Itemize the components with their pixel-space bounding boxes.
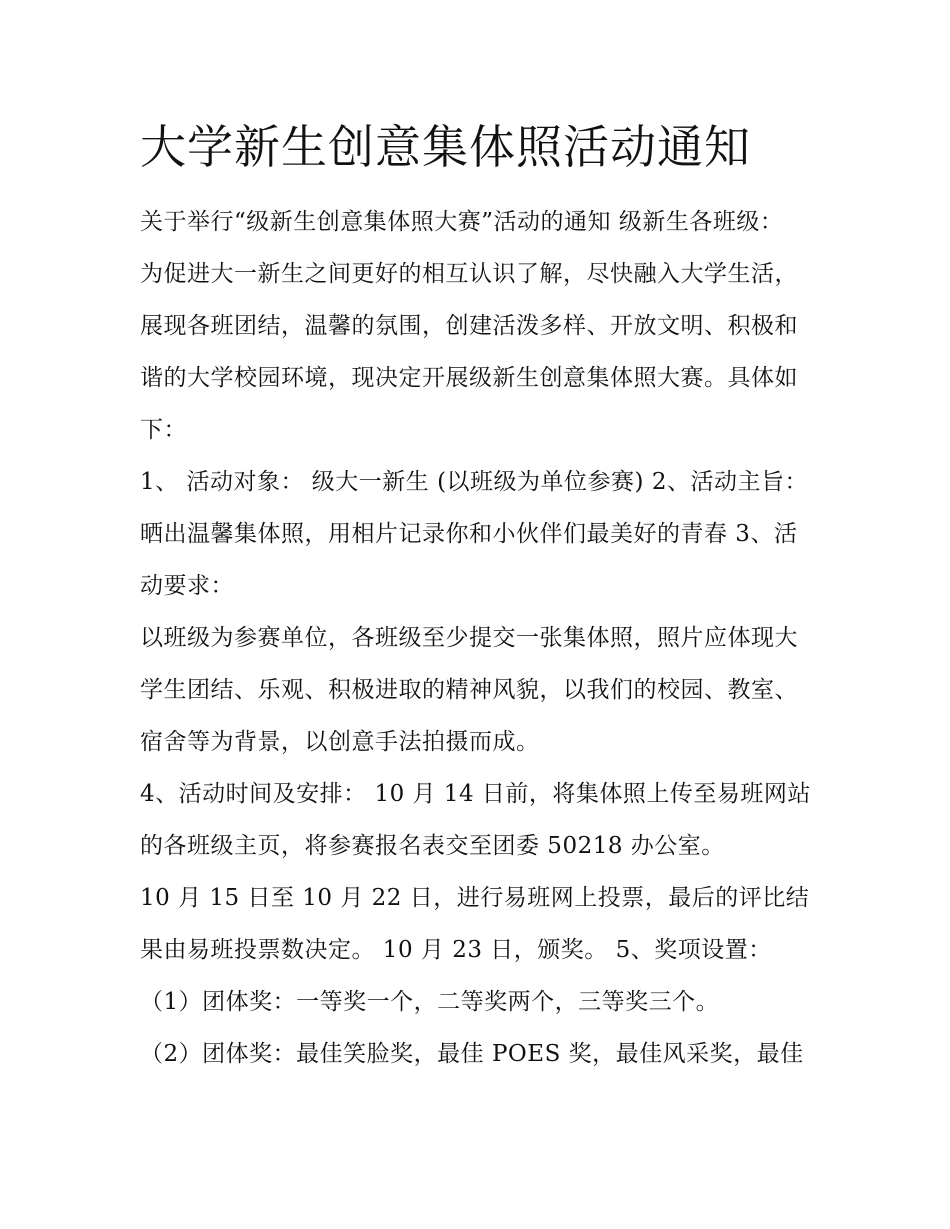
document-title: 大学新生创意集体照活动通知 xyxy=(140,120,751,174)
purpose-paragraph: 为促进大一新生之间更好的相互认识了解，尽快融入大学生活，展现各班团结，温馨的氛围，创建活泼多样、开放文明、积极和谐的大学校园环境，现决定开展级新生创意集体照大赛。具体如下： xyxy=(140,261,798,443)
voting-paragraph: 10 月 15 日至 10 月 22 日，进行易班网上投票，最后的评比结果由易班投票数决定。 10 月 23 日，颁奖。 5、奖项设置： xyxy=(140,885,810,963)
award-item-1: （1）团体奖：一等奖一个，二等奖两个，三等奖三个。 xyxy=(140,989,720,1015)
notice-heading-paragraph: 关于举行“级新生创意集体照大赛”活动的通知 级新生各班级： xyxy=(140,209,784,235)
award-item-2: （2）团体奖：最佳笑脸奖，最佳 POES 奖，最佳风采奖，最佳 xyxy=(140,1041,804,1067)
requirements-paragraph: 以班级为参赛单位，各班级至少提交一张集体照，照片应体现大学生团结、乐观、积极进取的精神风貌，以我们的校园、教室、宿舍等为背景，以创意手法拍摄而成。 xyxy=(140,625,798,755)
schedule-paragraph: 4、活动时间及安排： 10 月 14 日前，将集体照上传至易班网站的各班级主页，将参赛报名表交至团委 50218 办公室。 xyxy=(140,781,811,859)
target-theme-paragraph: 1、 活动对象： 级大一新生 (以班级为单位参赛) 2、活动主旨： 晒出温馨集体照，用相片记录你和小伙伴们最美好的青春 3、活动要求： xyxy=(140,469,808,599)
document-body xyxy=(140,112,820,1080)
